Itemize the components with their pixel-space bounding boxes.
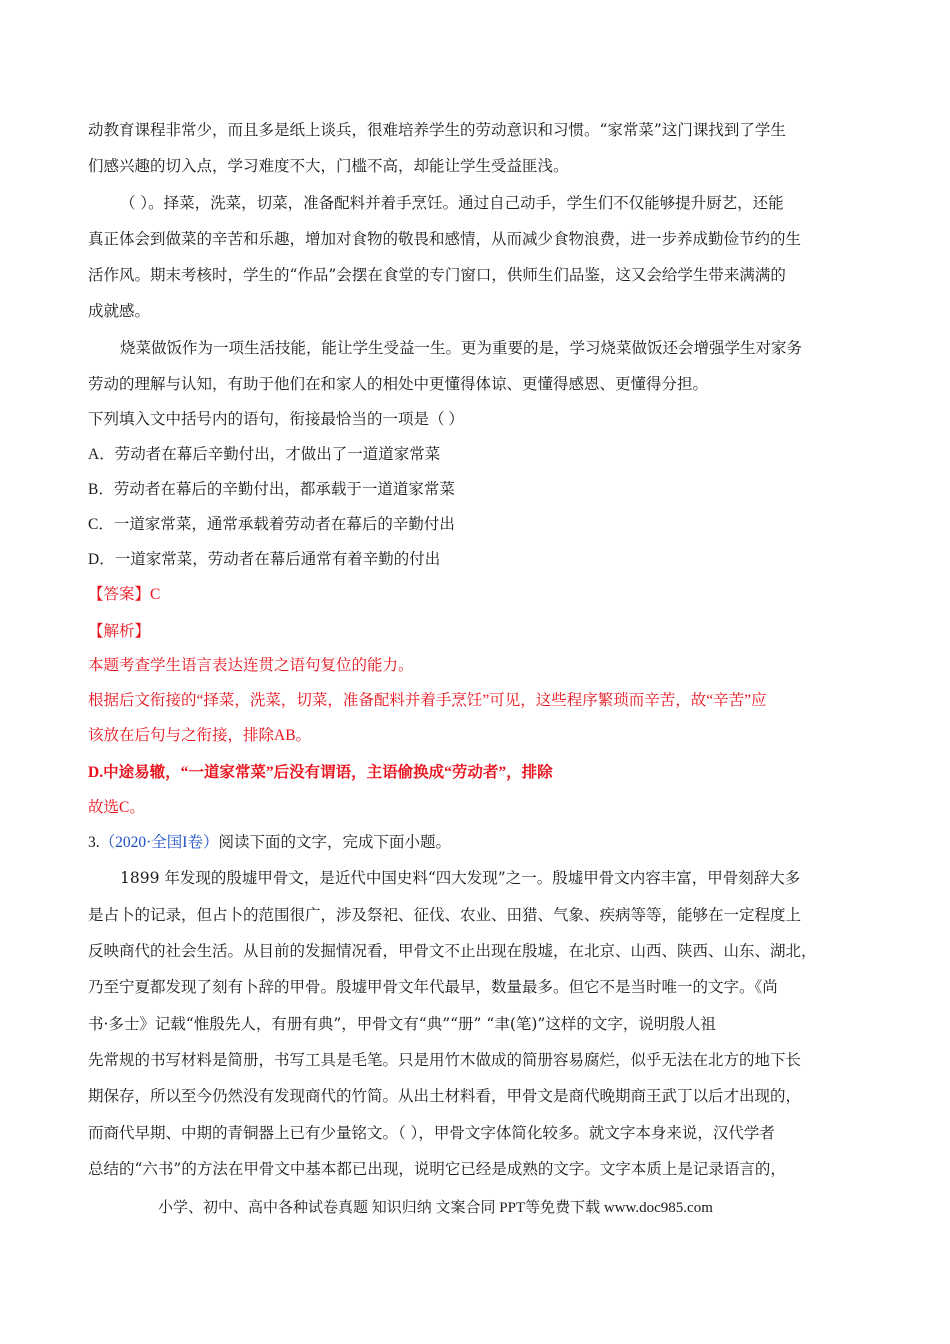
answer-value: C	[150, 586, 161, 603]
passage-line: 总结的“六书”的方法在甲骨文中基本都已出现，说明它已经是成熟的文字。文字本质上是记录语言的，	[88, 1160, 786, 1178]
answer-line	[88, 582, 160, 604]
passage-line: 活作风。期末考核时，学生的“作品”会摆在食堂的专门窗口，供师生们品鉴，这又会给学生带来满满的	[88, 266, 786, 284]
analysis-line: 本题考查学生语言表达连贯之语句复位的能力。	[88, 657, 414, 674]
passage-line: 们感兴趣的切入点，学习难度不大，门槛不高，却能让学生受益匪浅。	[88, 157, 569, 175]
question3-source: （2020·全国I卷）	[99, 834, 219, 851]
passage-line: 期保存，所以至今仍然没有发现商代的竹简。从出土材料看，甲骨文是商代晚期商王武丁以后才出现的，	[88, 1087, 802, 1105]
option-b: B．劳动者在幕后的辛勤付出，都承载于一道道家常菜	[88, 481, 455, 498]
analysis-line: 故选C。	[88, 799, 145, 816]
passage-line: 烧菜做饭作为一项生活技能，能让学生受益一生。更为重要的是，学习烧菜做饭还会增强学生对家务	[120, 339, 803, 357]
question3-number: 3.	[88, 834, 100, 851]
answer-label: 【答案】	[88, 586, 151, 603]
analysis-line: D.中途易辙，“一道家常菜”后没有谓语，主语偷换成“劳动者”，排除	[88, 764, 553, 781]
option-c: C．一道家常菜，通常承载着劳动者在幕后的辛勤付出	[88, 516, 455, 533]
analysis-line: 该放在后句与之衔接，排除AB。	[88, 727, 312, 744]
passage-line: 而商代早期、中期的青铜器上已有少量铭文。（ ），甲骨文字体简化较多。就文字本身来说，汉代学者	[88, 1124, 775, 1142]
page-footer: 小学、初中、高中各种试卷真题 知识归纳 文案合同 PPT等免费下载 www.doc985.com	[158, 1200, 713, 1216]
question3-prompt: 阅读下面的文字，完成下面小题。	[218, 834, 451, 851]
passage-line: 劳动的理解与认知，有助于他们在和家人的相处中更懂得体谅、更懂得感恩、更懂得分担。	[88, 375, 709, 393]
passage-line: 书·多士》记载“惟殷先人，有册有典”，甲骨文有“典”“册” “聿(笔)”这样的文字，说明殷人祖	[88, 1015, 716, 1033]
passage-line: 动教育课程非常少，而且多是纸上谈兵，很难培养学生的劳动意识和习惯。“家常菜”这门课找到了学生	[88, 121, 786, 139]
passage-line: 先常规的书写材料是简册，书写工具是毛笔。只是用竹木做成的简册容易腐烂，似乎无法在北方的地下长	[88, 1051, 802, 1069]
analysis-line: 根据后文衔接的“择菜，洗菜，切菜，准备配料并着手烹饪”可见，这些程序繁琐而辛苦，故“辛苦”应	[88, 692, 767, 709]
option-d: D．一道家常菜，劳动者在幕后通常有着辛勤的付出	[88, 551, 441, 568]
question3-header	[88, 830, 451, 852]
passage-line: 反映商代的社会生活。从目前的发掘情况看，甲骨文不止出现在殷墟，在北京、山西、陕西、山东、湖北，	[88, 942, 817, 960]
question-stem: 下列填入文中括号内的语句，衔接最恰当的一项是（ ）	[88, 411, 464, 428]
option-a: A．劳动者在幕后辛勤付出，才做出了一道道家常菜	[88, 446, 441, 463]
passage-line: 乃至宁夏都发现了刻有卜辞的甲骨。殷墟甲骨文年代最早，数量最多。但它不是当时唯一的文字。《尚	[88, 978, 778, 996]
passage-line: 真正体会到做菜的辛苦和乐趣，增加对食物的敬畏和感情，从而减少食物浪费，进一步养成勤俭节约的生	[88, 230, 802, 248]
passage-line: 是占卜的记录，但占卜的范围很广，涉及祭祀、征伐、农业、田猎、气象、疾病等等，能够在一定程度上	[88, 906, 802, 924]
passage-line: 1899 年发现的殷墟甲骨文，是近代中国史料“四大发现”之一。殷墟甲骨文内容丰富，甲骨刻辞大多	[120, 869, 801, 887]
passage-line: 成就感。	[88, 302, 151, 320]
passage-line: （ ）。择菜，洗菜，切菜，准备配料并着手烹饪。通过自己动手，学生们不仅能够提升厨艺，还能	[120, 194, 784, 212]
analysis-label: 【解析】	[88, 623, 151, 640]
